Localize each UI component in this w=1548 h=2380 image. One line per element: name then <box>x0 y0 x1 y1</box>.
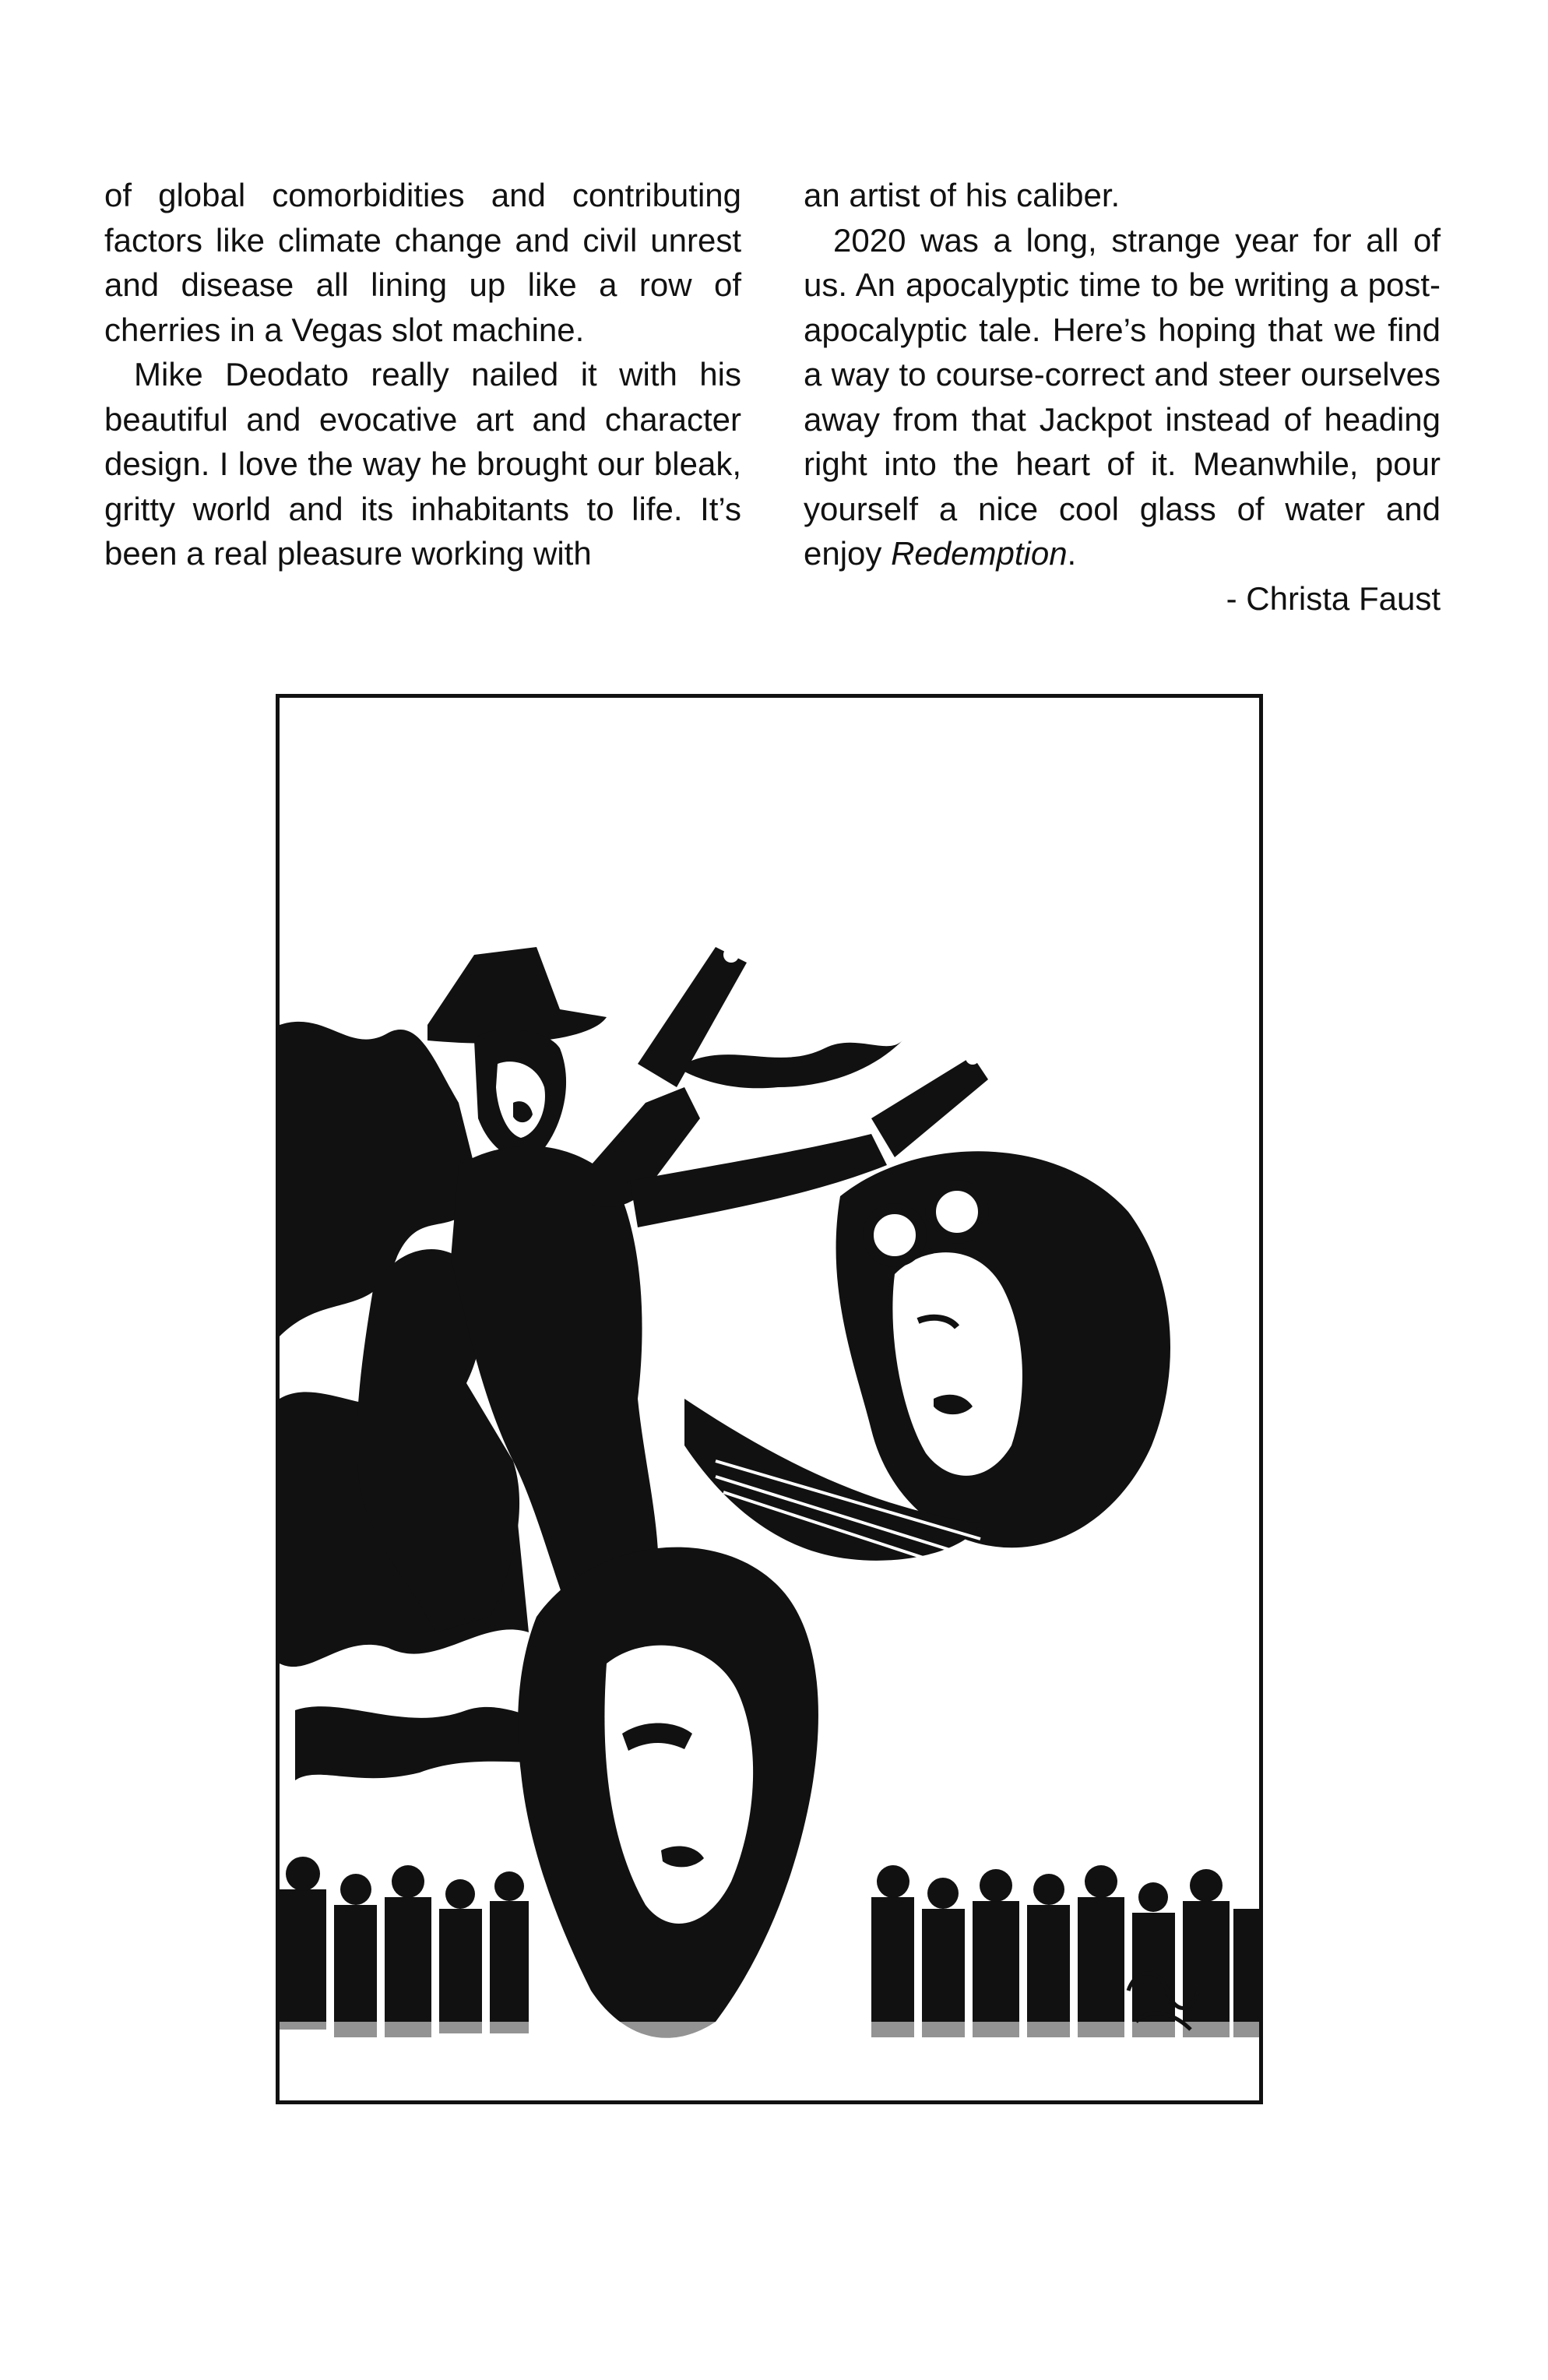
paragraph: Mike Deodato really nailed it with his beautiful and evocative art and character design. I love the way he brought our bleak, gritty world and its inhabitants to life. It’s been a real pleasure working with <box>104 356 741 572</box>
text-column-right <box>804 173 1441 621</box>
paragraph: of global comorbidities and contributing factors like climate change and civil unrest and disease all lining up like a row of cherries in a Vegas slot machine. <box>104 177 741 348</box>
paragraph <box>804 218 1441 576</box>
comic-illustration <box>280 698 1259 2100</box>
text-column-left <box>104 173 741 576</box>
paragraph-text: 2020 was a long, strange year for all of us. An apocalyptic time to be writing a post-apocalyptic tale. Here’s hoping that we find a way to course-correct and steer ourselves away from that Jackpot instead of heading right into the heart of it. Meanwhile, pour yourself a nice cool glass of water and enjoy <box>804 221 1441 572</box>
paragraph-end: . <box>1067 535 1077 572</box>
author-signature: - Christa Faust <box>1226 579 1441 617</box>
illustration-frame <box>276 694 1263 2104</box>
paragraph: an artist of his caliber. <box>804 177 1121 213</box>
book-title: Redemption <box>891 535 1068 572</box>
